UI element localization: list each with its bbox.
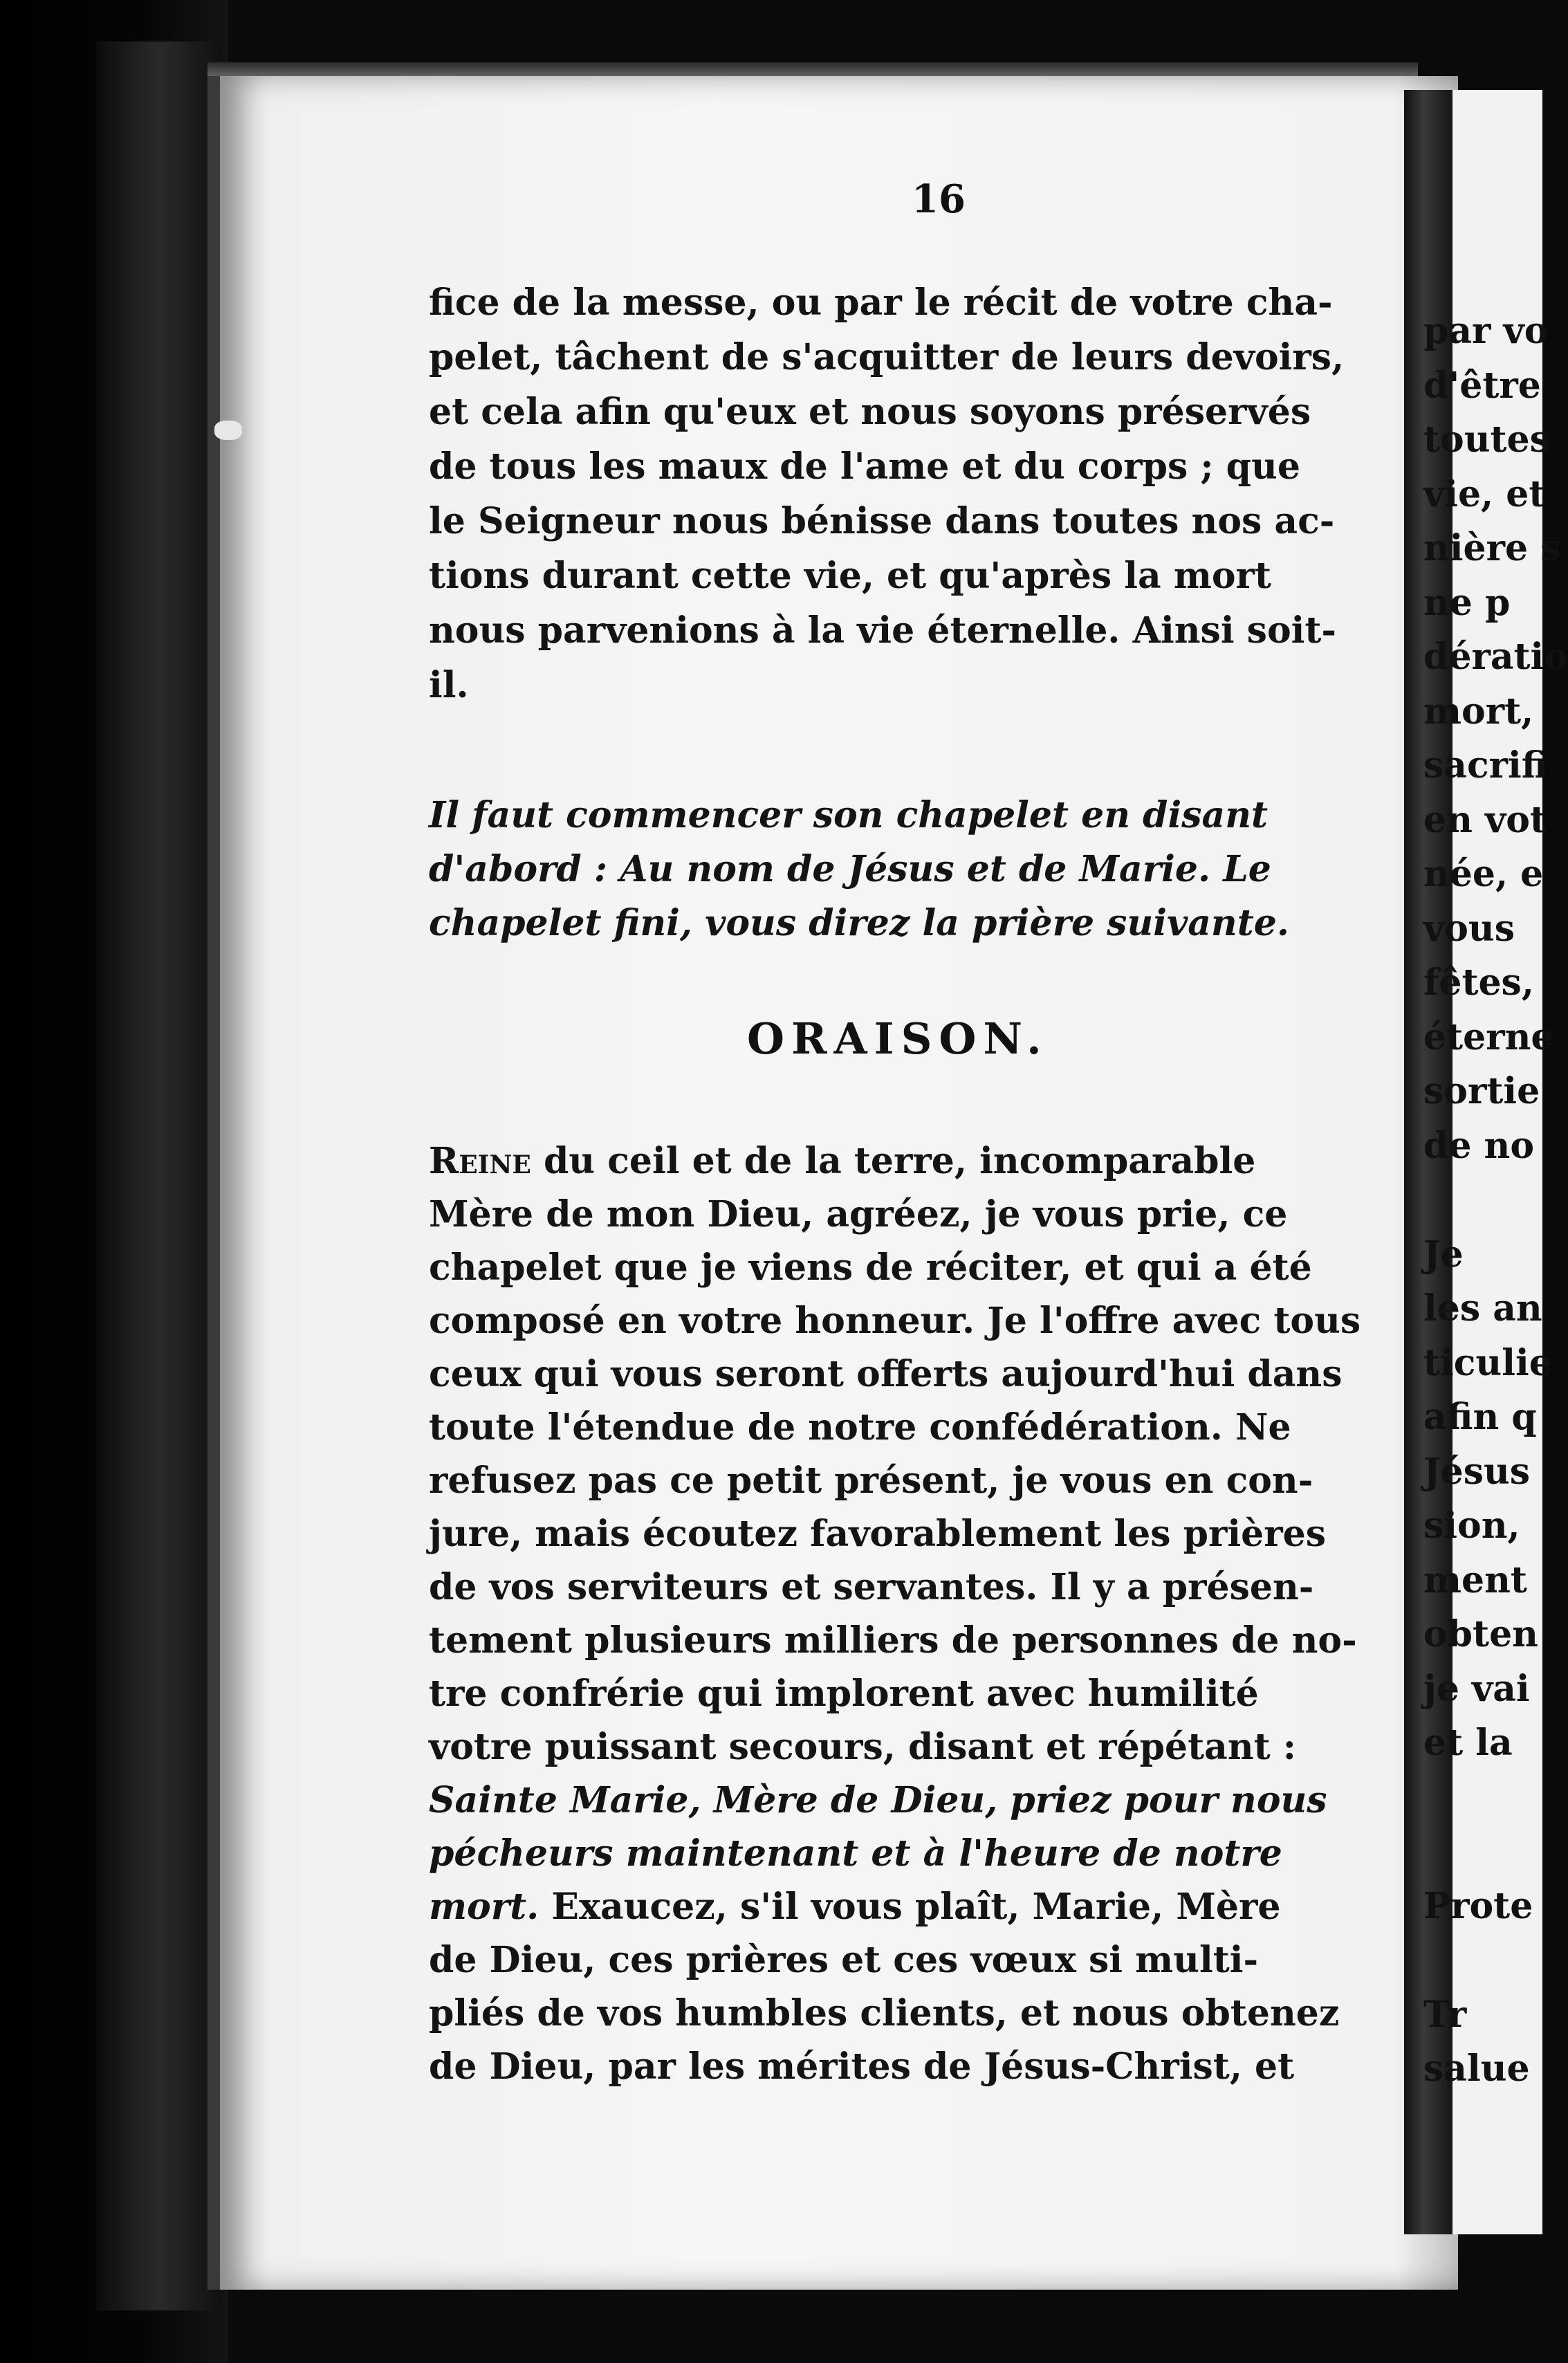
fragment-line: mort, [1423,690,1534,733]
text-line: de Dieu, ces prières et ces vœux si multi- [429,1939,1259,1981]
fragment-line: toutes [1423,419,1550,461]
fragment-line: salue [1423,2048,1530,2090]
prayer-paragraph [429,1134,1404,2093]
fragment-line: ticulie [1423,1341,1552,1384]
fragment-line [1423,1933,1542,1988]
book-cover-edge [97,42,221,2310]
text-line: pliés de vos humbles clients, et nous obtenez [429,1992,1340,2034]
fragment-line: vous [1423,907,1515,950]
fragment-line: nière s [1423,527,1561,569]
fragment-line: en vot [1423,798,1547,841]
paper-speck [214,421,242,440]
prayer-first-line [429,1134,1404,1188]
text-line: fice de la messe, ou par le récit de votre cha- [429,282,1333,324]
text-line: tement plusieurs milliers de personnes de no- [429,1619,1357,1662]
fragment-line: ment [1423,1559,1527,1601]
fragment-line: Je [1423,1233,1464,1276]
fragment-line: dératio [1423,636,1568,678]
fragment-line: Jésus [1423,1450,1531,1493]
text-line: de vos serviteurs et servantes. Il y a présen- [429,1566,1314,1608]
fragment-line: éterne [1423,1015,1554,1058]
fragment-line: et la [1423,1722,1513,1764]
fragment-line: obten [1423,1613,1538,1655]
text-line: composé en votre honneur. Je l'offre avec tous [429,1300,1361,1342]
text-line: jure, mais écoutez favorablement les prières [429,1513,1326,1555]
fragment-line: par vo [1423,310,1549,352]
fragment-line: fêtes, [1423,962,1534,1004]
facing-page-fragments [1423,304,1568,2097]
opening-paragraph [429,275,1404,712]
fragment-line: ne p [1423,581,1511,624]
italic-line: pécheurs maintenant et à l'heure de notre [429,1832,1282,1875]
text-line: le Seigneur nous bénisse dans toutes nos ac- [429,500,1335,542]
fragment-line [1423,1825,1542,1879]
fragment-line: d'être [1423,364,1541,407]
text-line: votre puissant secours, disant et répétant : [429,1726,1296,1768]
text-line: de Dieu, par les mérites de Jésus-Christ, et [429,2045,1295,2088]
rubric-line: d'abord : Au nom de Jésus et de Marie. Le [429,848,1271,890]
fragment-line: les an [1423,1287,1542,1330]
italic-word: mort. [429,1886,539,1928]
text-line: il. [429,664,469,706]
fragment-line: née, e [1423,853,1544,895]
fragment-line: vie, et [1423,472,1546,515]
text-line: pelet, tâchent de s'acquitter de leurs devoirs, [429,336,1345,378]
text-line: refusez pas ce petit présent, je vous en con- [429,1460,1313,1502]
page-number: 16 [912,176,966,222]
section-heading: ORAISON. [747,1013,1049,1064]
text-line: Mère de mon Dieu, agréez, je vous prie, ce [429,1193,1288,1235]
fragment-line: sortie [1423,1070,1540,1112]
text-line: ceux qui vous seront offerts aujourd'hui dans [429,1353,1343,1395]
mixed-line-rest: Exaucez, s'il vous plaît, Marie, Mère [539,1886,1281,1928]
drop-initial-word: Reine [429,1140,531,1182]
text-line: et cela afin qu'eux et nous soyons préservés [429,391,1311,433]
fragment-line: je vai [1423,1667,1530,1710]
rubric-line: chapelet fini, vous direz la prière suivante. [429,902,1289,944]
fragment-line: afin q [1423,1396,1537,1438]
fragment-line [1423,1173,1542,1228]
fragment-line: de no [1423,1124,1535,1167]
mixed-line [429,1880,1404,1933]
fragment-line: Prote [1423,1884,1533,1927]
rubric-instruction [429,789,1404,950]
text-line: toute l'étendue de notre confédération. Ne [429,1406,1291,1449]
fragment-line: sacrifi [1423,744,1548,787]
fragment-line [1423,1771,1542,1826]
text-line: tions durant cette vie, et qu'après la mort [429,555,1271,597]
prayer-first-line-rest: du ceil et de la terre, incomparable [531,1140,1256,1182]
text-line: de tous les maux de l'ame et du corps ; que [429,445,1300,488]
italic-line: Sainte Marie, Mère de Dieu, priez pour nous [429,1779,1327,1821]
text-line: chapelet que je viens de réciter, et qui a été [429,1247,1312,1289]
text-line: nous parvenions à la vie éternelle. Ainsi soit- [429,609,1336,652]
text-line: tre confrérie qui implorent avec humilité [429,1673,1259,1715]
fragment-line: sion, [1423,1505,1520,1547]
fragment-line: Tr [1423,1993,1467,2036]
rubric-line: Il faut commencer son chapelet en disant [429,794,1269,836]
